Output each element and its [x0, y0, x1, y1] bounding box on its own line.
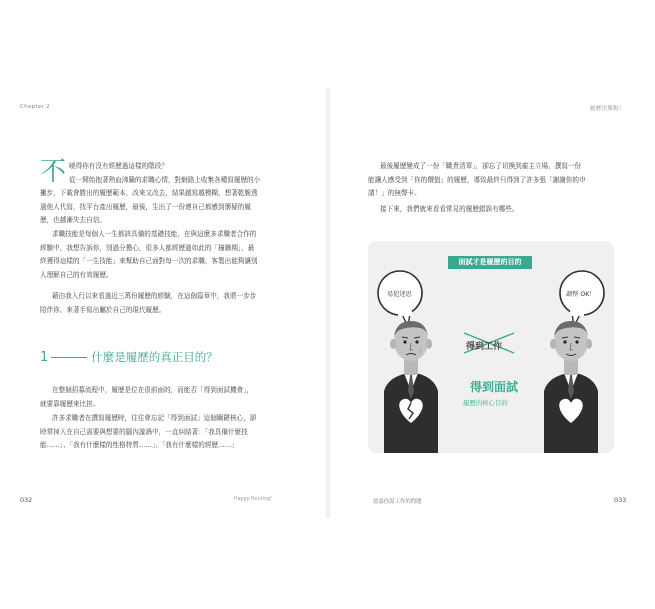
intro-paragraph — [40, 157, 303, 228]
intro-line: 曉得你有沒有經歷過這樣的階段？ — [69, 162, 168, 170]
right-speech-bubble — [560, 271, 604, 327]
left-man — [384, 321, 438, 453]
text-line: 時常掉入在自己需要與想要的腦內漩渦中，一直糾結著：「我具備什麼技 — [40, 427, 248, 436]
drop-cap: 不 — [40, 157, 67, 187]
right-paragraph-2 — [368, 203, 616, 217]
text-line: 接下來，我們就來看看常見的履歷錯誤有哪些。 — [380, 205, 519, 213]
text-line: 終獲得這樣的「一生技能」來幫助自己面對每一次的求職，客製出能夠讓別 — [40, 257, 258, 266]
text-line: 經驗中，我想告訴你，別過分擔心，很多人都經歷過如此的「撞牆期」，最 — [40, 243, 255, 252]
section-number: 1 — [40, 350, 49, 365]
left-footer-text: Happy Hunting! — [234, 497, 272, 502]
text-line: 許多求職者在撰寫履歷時，往往會忘記「得到面試」這個關鍵核心，卻 — [52, 414, 257, 422]
core-purpose-label: 履歷的核心目的 — [463, 399, 508, 407]
section-heading — [40, 349, 218, 365]
intro-line: 從一開始抱著熱血沸騰的求職心情，對網路上收集各種寫履歷的小 — [69, 175, 261, 184]
text-line: 在整個招募流程中，履歷是位在很前面的，而能否「得到面試機會」， — [52, 386, 254, 394]
left-speech-bubble — [378, 271, 422, 327]
left-page-number: 032 — [20, 496, 33, 504]
intro-line: 歷，也越漸失去自信。 — [40, 216, 106, 225]
right-running-header: 履歷決勝點！ — [590, 106, 625, 112]
right-page-number: 033 — [614, 496, 627, 504]
text-line: 最後履歷變成了一份「職責清單」，卻忘了切換到雇主立場，撰寫一份 — [380, 162, 582, 170]
chapter-header: Chapter 2 — [20, 104, 50, 110]
text-line: 能……」、「我有什麼樣的性格特質……」、「我有什麼樣的經歷……」 — [40, 441, 238, 450]
intro-line: 撇步，下載會勝出的履歷範本，改來又改去，結果越寫越模糊，想著乾脆透 — [40, 189, 258, 198]
text-line: 人理解自己的有效履歷。 — [40, 270, 113, 279]
text-line: 陪伴你，來著手寫出屬於自己的現代履歷。 — [40, 305, 166, 314]
text-line: 請！」的無聲卡。 — [368, 189, 421, 198]
right-man — [544, 321, 598, 453]
resume-purpose-illustration — [368, 241, 614, 453]
text-line: 能讓人感受到「你的價值」的履歷，導致最終只得到了許多張「謝謝你的申 — [368, 175, 586, 184]
text-line: 藉由我入行以來看過近三萬份履歷的經驗，在這個篇章中，我將一步步 — [52, 292, 257, 300]
right-bubble-label: 調整 OK！ — [566, 291, 596, 298]
section-title: 什麼是履歷的真正目的？ — [91, 350, 218, 364]
section-dash — [51, 357, 87, 358]
right-paragraph-1 — [368, 160, 616, 201]
figure-title: 面試才是履歷的目的 — [448, 256, 532, 269]
paragraph-4 — [40, 384, 303, 411]
crossed-out-label: 得到工作 — [466, 342, 503, 352]
right-footer-text: 億嘉你說工作的問題 — [373, 499, 422, 505]
intro-line: 過他人代寫，找平台產出履歷，最後，生出了一份連自己都感到懷疑的履 — [40, 202, 251, 211]
goal-label: 得到面試 — [470, 380, 519, 394]
left-bubble-label: 易犯迷思 — [387, 291, 412, 298]
paragraph-3 — [40, 290, 303, 317]
text-line: 求職技能是每個人一生都該具備的基礎技能，在與這麼多求職者合作的 — [52, 230, 257, 238]
text-line: 就要靠履歷來比拼。 — [40, 399, 100, 408]
paragraph-2 — [40, 228, 303, 282]
paragraph-5 — [40, 412, 303, 453]
